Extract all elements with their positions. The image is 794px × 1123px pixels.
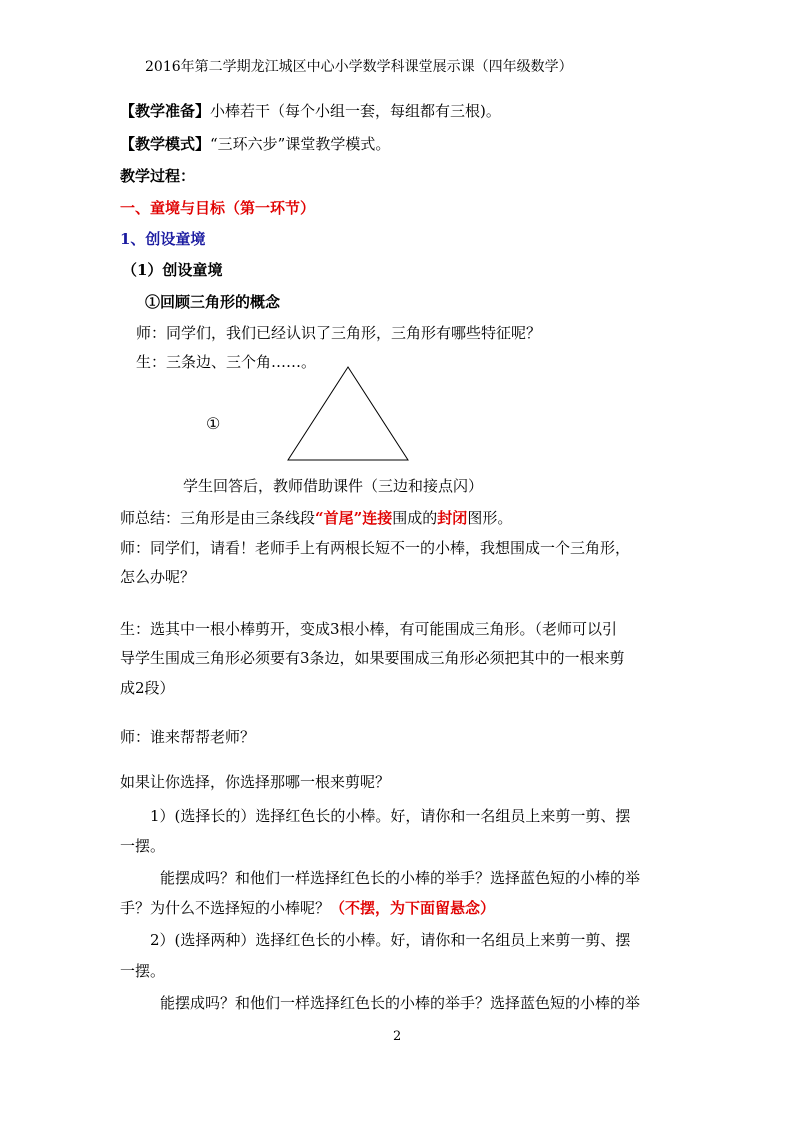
teacher-line-1: 师：同学们，我们已经认识了三角形，三角形有哪些特征呢？: [136, 324, 542, 342]
item-1-suspense-note: （不摆，为下面留悬念）: [330, 899, 496, 917]
item-1-line-b: 一摆。: [120, 837, 166, 855]
question-line: 如果让你选择，你选择那哪一根来剪呢？: [120, 773, 391, 791]
summary-emphasis-closed: 封闭: [437, 509, 468, 527]
summary-text-a: 师总结：三角形是由三条线段: [120, 509, 316, 527]
subsection-heading: 1、创设童境: [120, 230, 206, 248]
teacher-line-2b: 怎么办呢？: [120, 568, 196, 586]
teaching-mode-text: “三环六步”课堂教学模式。: [210, 135, 391, 153]
item-1-followup-a: 能摆成吗？和他们一样选择红色长的小棒的举手？选择蓝色短的小棒的举: [160, 869, 641, 887]
teacher-line-2a: 师：同学们，请看！老师手上有两根长短不一的小棒，我想围成一个三角形，: [120, 539, 631, 557]
page-number: 2: [393, 1029, 402, 1044]
teaching-prep-line: [120, 101, 501, 121]
summary-text-e: 图形。: [467, 509, 513, 527]
sub-subsection-heading: （1）创设童境: [122, 261, 223, 279]
teacher-line-3: 师：谁来帮帮老师？: [120, 728, 256, 746]
student-line-2a: 生：选其中一根小棒剪开，变成3根小棒，有可能围成三角形。（老师可以引: [120, 620, 618, 638]
item-2-line-b: 一摆。: [120, 962, 166, 980]
figure-marker: ①: [206, 414, 221, 433]
item-1-line-a: 1）(选择长的）选择红色长的小棒。好，请你和一名组员上来剪一剪、摆: [150, 807, 631, 825]
student-line-2b: 导学生围成三角形必须要有3条边，如果要围成三角形必须把其中的一根来剪: [120, 649, 625, 667]
student-line-2c: 成2段）: [120, 679, 175, 697]
item-1-followup-b: [120, 898, 495, 918]
teaching-prep-label: 【教学准备】: [120, 102, 211, 120]
triangle-shape: [288, 367, 408, 460]
item-1-followup-text: 手？为什么不选择短的小棒呢？: [120, 899, 331, 917]
page-header: 2016年第二学期龙江城区中心小学数学科课堂展示课（四年级数学）: [145, 59, 573, 75]
summary-text-c: 围成的: [392, 509, 438, 527]
item-2-line-a: 2）(选择两种）选择红色长的小棒。好，请你和一名组员上来剪一剪、摆: [150, 931, 631, 949]
teacher-summary: [120, 508, 512, 528]
step-heading: ①回顾三角形的概念: [145, 293, 281, 311]
teaching-mode-line: [120, 134, 390, 154]
item-2-followup-a: 能摆成吗？和他们一样选择红色长的小棒的举手？选择蓝色短的小棒的举: [160, 994, 641, 1012]
figure-caption: 学生回答后，教师借助课件（三边和接点闪）: [183, 477, 484, 495]
section-heading: 一、童境与目标（第一环节）: [120, 199, 316, 217]
summary-emphasis-head-tail: “首尾”连接: [315, 509, 393, 527]
student-line-1: 生：三条边、三个角……。: [136, 353, 317, 371]
triangle-figure: [285, 365, 411, 463]
teaching-mode-label: 【教学模式】: [120, 135, 211, 153]
teaching-prep-text: 小棒若干（每个小组一套，每组都有三根)。: [210, 102, 501, 120]
process-title: 教学过程：: [120, 167, 196, 185]
